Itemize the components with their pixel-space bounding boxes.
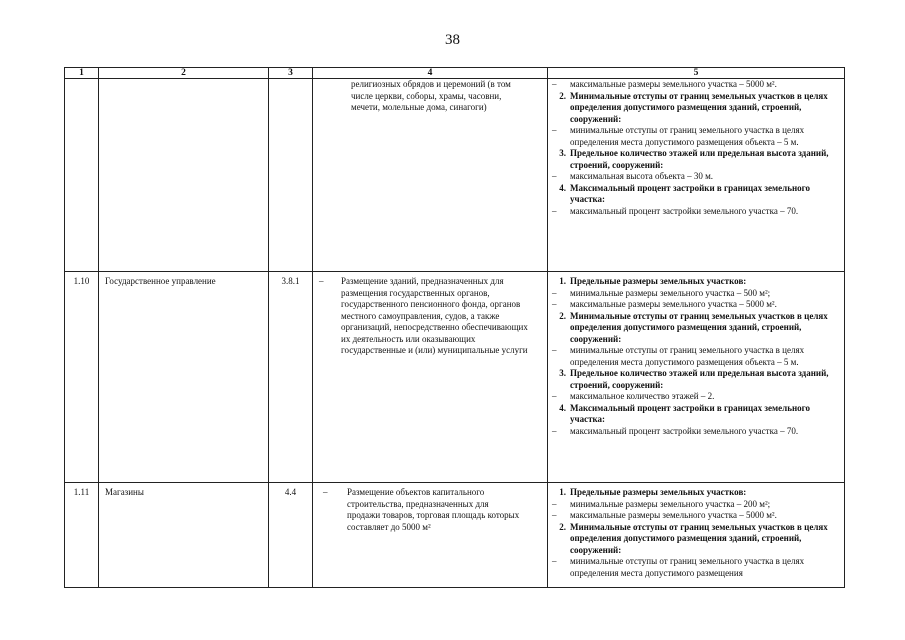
row-number: 1.10 [65, 272, 99, 483]
use-name: Государственное управление [99, 272, 269, 483]
param-line: – максимальный процент застройки земельного участка – 70. [552, 205, 799, 216]
param-heading: 2. Минимальные отступы от границ земельных участков в целях определения допустимого размещения зданий, строений, сооружений: [559, 90, 828, 124]
table-row [65, 272, 845, 483]
header-cell-2: 2 [99, 68, 269, 79]
table-row [65, 79, 845, 272]
use-parameters [548, 272, 845, 483]
param-heading: 1. Предельные размеры земельных участков: [559, 487, 747, 497]
param-line: – минимальные размеры земельного участка – 500 м²; [552, 287, 771, 298]
page-number: 38 [445, 32, 460, 48]
header-cell-5: 5 [548, 68, 845, 79]
use-name [99, 79, 269, 272]
use-description [313, 272, 548, 483]
param-heading: 3. Предельное количество этажей или предельная высота зданий, строений, сооружений: [559, 148, 829, 170]
table-header-row [65, 68, 845, 79]
use-parameters [548, 79, 845, 272]
param-line: – максимальное количество этажей – 2. [552, 391, 715, 401]
header-cell-3: 3 [269, 68, 313, 79]
header-cell-4: 4 [313, 68, 548, 79]
param-heading: 4. Максимальный процент застройки в границах земельного участка: [559, 402, 811, 424]
param-line: – максимальные размеры земельного участка – 5000 м². [552, 510, 777, 520]
row-number [65, 79, 99, 272]
use-code [269, 79, 313, 272]
use-description [313, 483, 548, 588]
use-description [313, 79, 548, 272]
param-heading: 2. Минимальные отступы от границ земельных участков в целях определения допустимого размещения зданий, строений, сооружений: [559, 521, 828, 555]
description-dash: – [323, 487, 328, 497]
param-heading: 1. Предельные размеры земельных участков: [559, 276, 747, 286]
use-parameters [548, 483, 845, 588]
use-name: Магазины [99, 483, 269, 588]
param-line: – максимальная высота объекта – 30 м. [552, 171, 714, 181]
use-description-text: религиозных обрядов и церемоний (в том числе церкви, соборы, храмы, часовни, мечети, молельные дома, синагоги) [351, 79, 511, 112]
param-line: – минимальные отступы от границ земельного участка в целях определения места допустимого размещения [552, 556, 805, 578]
param-line: – минимальные отступы от границ земельного участка в целях определения места допустимого размещения объекта – 5 м. [552, 345, 805, 367]
param-line: – минимальные отступы от границ земельного участка в целях определения места допустимого размещения объекта – 5 м. [552, 125, 805, 147]
regulations-table [64, 67, 845, 588]
use-code: 4.4 [269, 483, 313, 588]
use-description-text: Размещение зданий, предназначенных для размещения государственных органов, государственного пенсионного фонда, органов местного самоуправления, судов, а также организаций, непосредственно обеспечивающих их деятельность или оказывающих государственные и (или) муниципальные услуги [341, 276, 528, 355]
header-cell-1: 1 [65, 68, 99, 79]
row-number: 1.11 [65, 483, 99, 588]
param-line: – максимальные размеры земельного участка – 5000 м². [552, 299, 777, 309]
use-code: 3.8.1 [269, 272, 313, 483]
param-line: – минимальные размеры земельного участка – 200 м²; [552, 498, 771, 509]
param-line: – максимальные размеры земельного участка – 5000 м². [552, 79, 777, 89]
param-heading: 3. Предельное количество этажей или предельная высота зданий, строений, сооружений: [559, 368, 829, 390]
table-row [65, 483, 845, 588]
description-dash: – [319, 276, 324, 286]
use-description-text: Размещение объектов капитального строительства, предназначенных для продажи товаров, торговая площадь которых составляет до 5000 м² [347, 487, 520, 532]
param-heading: 2. Минимальные отступы от границ земельных участков в целях определения допустимого размещения зданий, строений, сооружений: [559, 310, 828, 344]
param-heading: 4. Максимальный процент застройки в границах земельного участка: [559, 182, 811, 204]
param-line: – максимальный процент застройки земельного участка – 70. [552, 425, 799, 436]
